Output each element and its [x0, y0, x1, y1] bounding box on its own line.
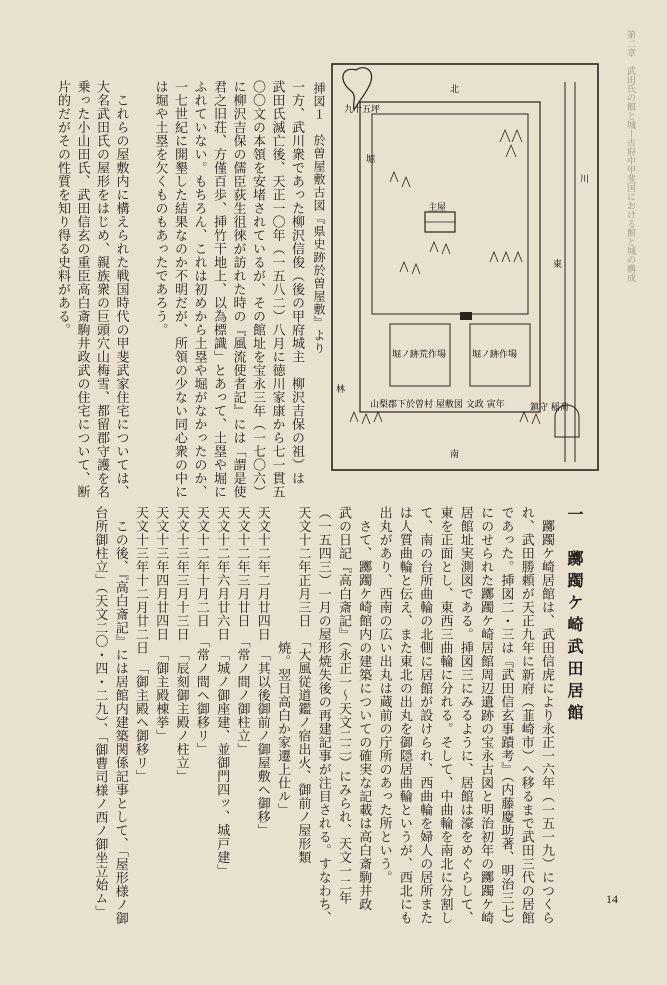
text-column: 天文十二年二月廿四日 「其以後御前ノ御屋敷ヘ御移」	[254, 506, 270, 837]
text-column: 君之旧荘、方僅百歩、挿竹干地上、以為標識」とあって、土塁や堀に	[211, 80, 226, 499]
text-column: これらの屋敷内に構えられた戦国時代の甲斐武家住宅については、	[113, 80, 129, 499]
text-column: ふれていない。もちろん、これは初めから土塁や堀がなかったのか、	[191, 80, 207, 499]
text-column: 天文十二年六月廿六日 「城ノ御座建、並御門四ッ、城戸建」	[214, 506, 230, 878]
running-header: 第二章 武田氏の館と城ー古府中甲斐国における館と城の構成	[625, 30, 635, 282]
map-forest-label: 林	[336, 385, 346, 395]
figure-caption: 挿図１ 於曽屋敷古図『県史跡於曽屋敷』より	[312, 82, 326, 355]
text-column: この後、『高白斎記』には居館内建築関係記事として、「屋形様ノ御	[112, 506, 128, 925]
text-column: 大名武田氏の屋形をはじめ、親族衆の巨頭穴山梅雪、都留郡守護を名	[94, 80, 109, 499]
text-column: （一五四三）一月の屋形焼失後の再建記事が注目される。すなわち、	[315, 506, 331, 925]
tree-clusters	[350, 130, 540, 424]
map-field-a-label: 堀ノ跡荒作場	[392, 350, 447, 360]
text-column: 片的だがその性質を知り得る史料がある。	[55, 80, 70, 337]
gate-mark	[460, 312, 472, 320]
map-east-label: 東	[553, 260, 563, 270]
text-column: れ、武田勝頼が天正九年に新府（韮崎市）へ移るまで武田三代の居館	[518, 506, 534, 925]
text-column: て、南の台所曲輪の北側に居館が設けられ、西曲輪を婦人の居所また	[417, 506, 433, 925]
text-column: 天文十二年三月廿日 「常ノ間ノ御柱立」	[234, 506, 250, 756]
map-river-label: 川	[580, 175, 590, 185]
inner-precinct	[372, 114, 528, 314]
text-column: にのせられた躑躅ケ崎居館周辺遺跡の宝永古図と明治初年の躑躅ケ崎	[478, 506, 494, 925]
text-column: 天文十三年十二月廿二日 「御主殿ヘ御移リ」	[133, 506, 148, 783]
text-column: 出丸があり、西南の広い出丸は蔵前の庁所のあった所という。	[376, 506, 392, 884]
text-column: 乗った小山田氏、武田信玄の重臣高白斎駒井政武の住宅について、断	[74, 80, 90, 499]
map-north-label: 北	[450, 85, 460, 95]
map-field-b-label: 堀ノ跡作場	[472, 350, 518, 360]
text-column: 〇〇文の本領を安堵されているが、その館址を宝永三年（一七〇六）	[250, 80, 265, 499]
pond-shape	[343, 68, 372, 110]
text-column: 天文十二年十月二日 「常ノ間ヘ御移リ」	[193, 506, 209, 756]
text-column: 台所御柱立」（天文二〇・四・二九）、「御曹司様ノ西ノ御坐立始ム」	[92, 506, 108, 919]
text-column: さて、躑躅ケ崎館内の建築についての確実な記載は高白斎駒井政	[356, 506, 372, 911]
map-shrine-label: 鎮守 稲荷	[530, 403, 569, 413]
text-column: 武田氏滅亡後、天正一〇年（一五八二）八月に徳川家康から七一貫五	[269, 80, 285, 499]
text-column: 躑躅ケ崎居館は、武田信虎により永正一六年（一五一九）につくら	[539, 506, 554, 925]
text-column: 天文十三年三月十三日 「辰刻御主殿ノ柱立」	[173, 506, 189, 783]
map-moat-label: 堀	[366, 155, 376, 165]
text-column: 天文十二年正月三日 「大風従道鑑ノ宿出火、御前ノ屋形類	[295, 506, 311, 864]
map-south-label: 南	[450, 450, 460, 460]
page-number: 14	[606, 892, 618, 906]
text-column: 居館址実測図である。挿図三にみるように、居館は濠をめぐらして、	[457, 506, 473, 925]
text-column: 一七世紀に開墾した結果なのか不明だが、所領の少ない同心衆の中に	[172, 80, 187, 499]
text-column: は堀や土塁を欠くものもあったであろう。	[152, 80, 168, 337]
text-column: に柳沢吉保の儒臣荻生徂徠が訪れた時の『風流使者記』には「謂是使	[230, 80, 246, 499]
text-column: であった。挿図二・三は『武田信玄事蹟考』（内藤慶助著、明治三七）	[498, 506, 514, 932]
text-column: 焼。翌日高白か家遷上仕ル」	[275, 506, 291, 817]
text-column: 東を正面とし、東西三曲輪に分れる。そして、中曲輪を南北に分割し	[437, 506, 453, 925]
text-column: 一方、武川衆であった柳沢信俊（後の甲府城主 柳沢吉保の祖）は	[289, 80, 304, 485]
estate-map-figure	[330, 62, 600, 472]
section-title: 一 躑躅ケ崎武田居館	[565, 506, 584, 726]
map-main-house-label: 主屋	[428, 203, 447, 213]
map-temple-label: 山梨郡下於曽村 屋敷図 文政 寅年	[370, 400, 505, 410]
text-column: は人質曲輪と伝え、また東北の出丸を御隠居曲輪というが、西北にも	[396, 506, 412, 925]
map-pond-label: 九十五坪	[344, 105, 381, 115]
text-column: 武の日記『高白斎記』（永正一〜天文二二）にみられ、天文一二年	[336, 506, 351, 905]
text-column: 天文十三年四月廿四日 「御主殿棟挙」	[153, 506, 169, 743]
